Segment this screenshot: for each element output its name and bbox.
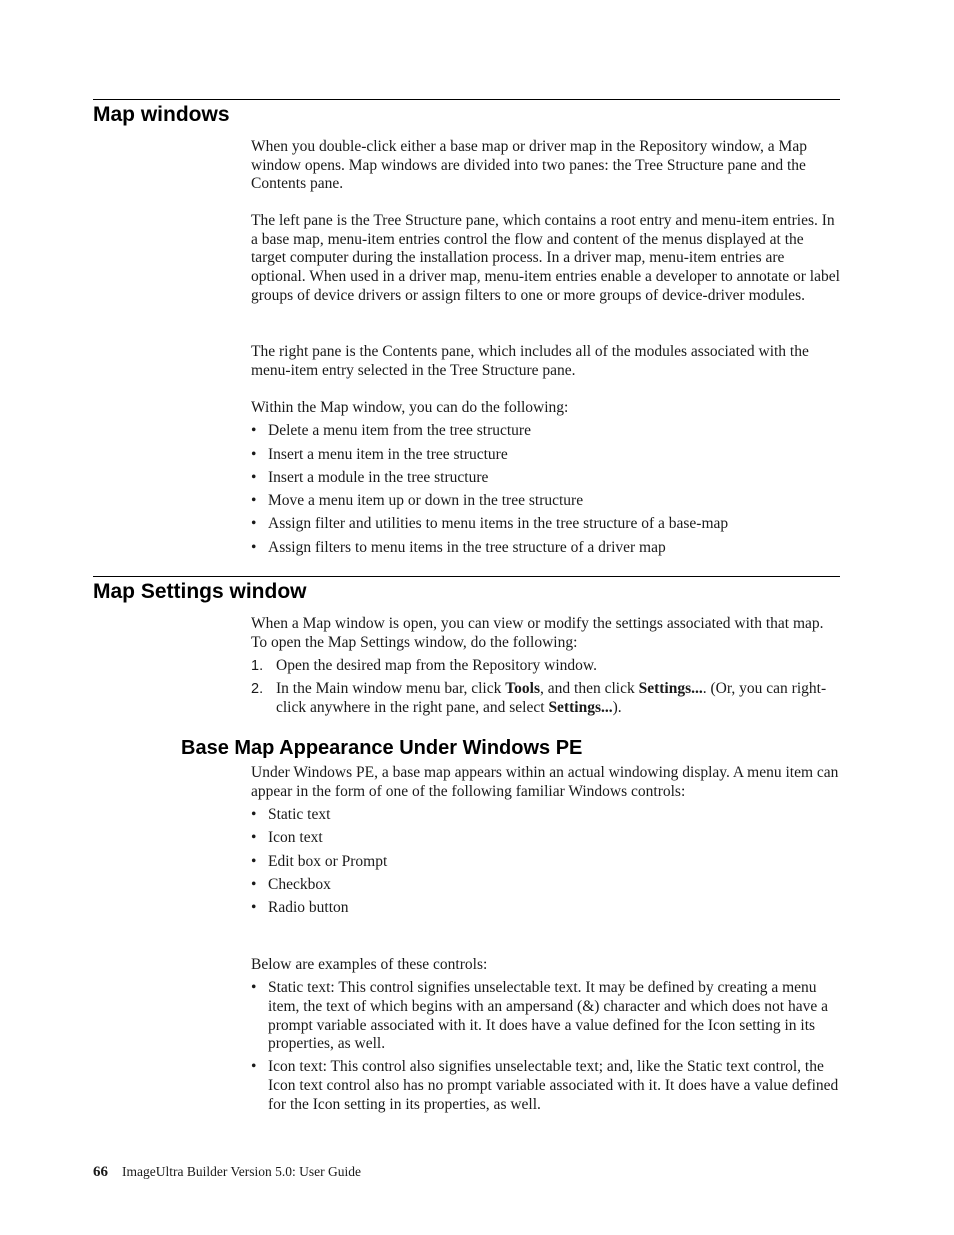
list-item-text: Radio button [268,899,349,917]
bullet-icon: • [251,806,257,823]
map-windows-actions [251,399,841,562]
numbered-list [251,657,841,718]
map-settings-body [251,615,841,722]
bullet-icon: • [251,1058,257,1076]
list-item [251,422,841,441]
list-item [251,469,841,488]
menu-term-tools: Tools [505,680,541,698]
list-item [251,876,841,895]
menu-term-settings: Settings... [548,699,613,716]
heading-base-map-appearance: Base Map Appearance Under Windows PE [181,737,583,759]
bullet-icon: • [251,422,257,440]
book-title: ImageUltra Builder Version 5.0: User Guide [122,1164,361,1179]
list-item-text: Static text [268,806,331,823]
list-item [251,515,841,534]
bullet-list [251,979,841,1114]
step-text: . (Or, you can right-click anywhere in the right pane, and select [276,680,827,716]
list-item-text: Insert a module in the tree structure [268,468,489,486]
step-number: 1. [251,658,264,674]
list-item-text: Insert a menu item in the tree structure [268,445,508,463]
bullet-list [251,422,841,557]
list-item-text: Assign filters to menu items in the tree structure of a driver map [268,538,666,556]
controls-examples [251,956,841,1119]
list-item-text: Icon text: This control also signifies unselectable text; and, like the Static text control, the Icon text control also has no prompt variable associated with it. It does have a value defined for the Icon setting in its properties, as well. [268,1058,839,1113]
list-item [251,680,841,717]
page-number: 66 [93,1164,108,1180]
paragraph: Within the Map window, you can do the following: [251,399,569,416]
list-item-text: Delete a menu item from the tree structure [268,422,531,440]
paragraph: The left pane is the Tree Structure pane, which contains a root entry and menu-item entries. In a base map, menu-item entries control the flow and content of the menus displayed at the target computer during the installation process. In a driver map, menu-item entries are optional. When used in a driver map, menu-item entries enable a developer to annotate or label groups of device drivers or assign filters to one or more groups of device-driver modules. [251,212,840,304]
list-item [251,1058,841,1114]
paragraph: When a Map window is open, you can view or modify the settings associated with that map. To open the Map Settings window, do the following: [251,615,824,651]
list-item [251,979,841,1054]
bullet-icon: • [251,515,257,533]
step-number: 2. [251,681,264,698]
map-windows-body-3 [251,343,841,380]
list-item [251,539,841,558]
list-item-text: Assign filter and utilities to menu items in the tree structure of a base-map [268,515,729,533]
heading-map-settings-window: Map Settings window [93,580,307,603]
bullet-icon: • [251,445,257,463]
bullet-icon: • [251,979,257,997]
bullet-icon: • [251,852,257,870]
step-text: ). [612,699,622,716]
list-item [251,829,841,848]
list-item [251,806,841,825]
list-item-text: Open the desired map from the Repository window. [276,657,597,674]
page-footer [93,1163,361,1181]
paragraph: Under Windows PE, a base map appears within an actual windowing display. A menu item can appear in the form of one of the following familiar Windows controls: [251,764,839,800]
map-windows-body-2 [251,212,841,306]
paragraph: Below are examples of these controls: [251,956,488,973]
section-rule-map-windows [93,99,840,100]
bullet-icon: • [251,899,257,917]
bullet-icon: • [251,492,257,510]
list-item-text: Move a menu item up or down in the tree structure [268,492,584,510]
list-item [251,492,841,511]
paragraph: When you double-click either a base map or driver map in the Repository window, a Map window opens. Map windows are divided into two panes: the Tree Structure pane and the Contents pane. [251,138,807,193]
heading-map-windows: Map windows [93,103,230,126]
bullet-icon: • [251,538,257,556]
bullet-icon: • [251,875,257,893]
map-windows-body [251,138,841,194]
list-item [251,853,841,872]
step-text: In the Main window menu bar, click [276,680,506,698]
bullet-list [251,806,841,918]
menu-term-settings: Settings... [638,680,703,698]
list-item-text: Icon text [268,829,323,847]
base-map-body [251,764,841,922]
list-item-text: Static text: This control signifies unselectable text. It may be defined by creating a menu item, the text of which begins with an ampersand (&) character and which does not have a prompt variable associated with it. It does have a value defined for the Icon setting in its properties, as well. [268,979,828,1053]
list-item [251,446,841,465]
list-item [251,657,841,676]
bullet-icon: • [251,829,257,847]
section-rule-map-settings [93,576,840,577]
bullet-icon: • [251,468,257,486]
list-item-text: Edit box or Prompt [268,852,388,870]
list-item-text: Checkbox [268,875,331,893]
step-text: , and then click [540,680,639,698]
paragraph: The right pane is the Contents pane, which includes all of the modules associated with the menu-item entry selected in the Tree Structure pane. [251,343,809,379]
list-item [251,899,841,918]
